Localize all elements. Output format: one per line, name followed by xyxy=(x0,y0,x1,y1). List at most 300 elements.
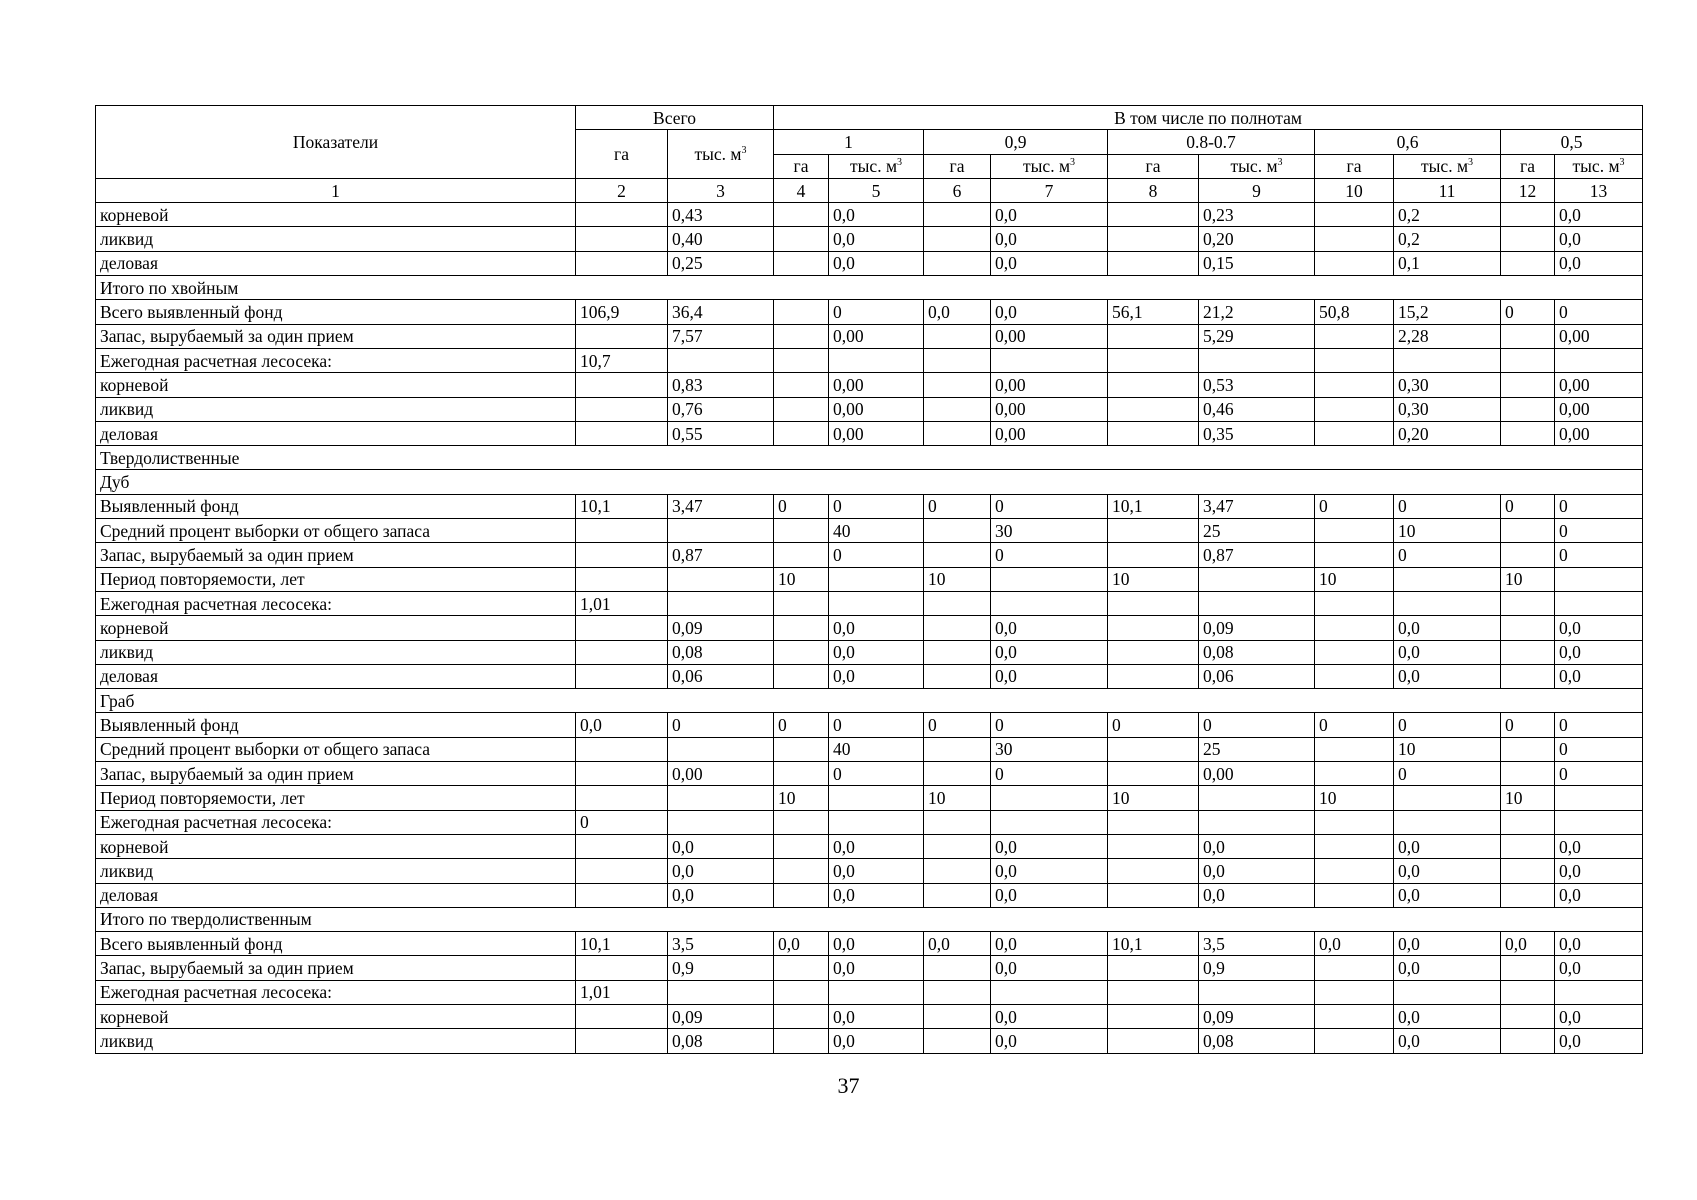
page-number: 37 xyxy=(837,1073,860,1098)
table-cell xyxy=(924,373,991,397)
table-cell: 0 xyxy=(668,713,774,737)
row-label: Всего выявленный фонд xyxy=(96,300,576,324)
table-cell: 0,00 xyxy=(991,373,1108,397)
table-cell xyxy=(576,786,668,810)
table-cell: 0 xyxy=(991,543,1108,567)
table-cell: 0,0 xyxy=(991,203,1108,227)
table-cell xyxy=(1501,834,1555,858)
table-row xyxy=(96,227,1643,251)
section-row xyxy=(96,276,1643,300)
table-cell xyxy=(668,591,774,615)
table-cell xyxy=(924,834,991,858)
table-cell: 0,0 xyxy=(1394,932,1501,956)
column-number: 7 xyxy=(991,178,1108,202)
table-cell: 0 xyxy=(1555,543,1643,567)
table-cell: 0,0 xyxy=(829,227,924,251)
table-cell xyxy=(576,251,668,275)
header-including: В том числе по полнотам xyxy=(774,106,1643,130)
table-cell xyxy=(991,348,1108,372)
section-label: Итого по хвойным xyxy=(96,276,1643,300)
unit-ha: га xyxy=(1108,154,1199,178)
table-cell xyxy=(1501,859,1555,883)
table-cell xyxy=(1501,373,1555,397)
table-row xyxy=(96,324,1643,348)
table-row xyxy=(96,203,1643,227)
table-cell xyxy=(1315,373,1394,397)
table-cell xyxy=(1501,664,1555,688)
unit-volume xyxy=(1394,154,1501,178)
table-cell xyxy=(1108,251,1199,275)
table-cell xyxy=(924,227,991,251)
table-cell: 0,9 xyxy=(1199,956,1315,980)
row-label: ликвид xyxy=(96,859,576,883)
row-label: Ежегодная расчетная лесосека: xyxy=(96,348,576,372)
table-cell xyxy=(1199,786,1315,810)
table-row xyxy=(96,373,1643,397)
table-cell xyxy=(1315,203,1394,227)
table-cell xyxy=(774,373,829,397)
table-cell: 0 xyxy=(829,300,924,324)
table-row xyxy=(96,737,1643,761)
table-cell xyxy=(1199,980,1315,1004)
table-cell: 0,20 xyxy=(1394,421,1501,445)
table-cell xyxy=(576,397,668,421)
table-cell xyxy=(774,737,829,761)
table-cell: 0,09 xyxy=(1199,616,1315,640)
table-cell: 0,0 xyxy=(991,883,1108,907)
table-cell xyxy=(1315,591,1394,615)
row-label: корневой xyxy=(96,203,576,227)
table-cell: 0,0 xyxy=(991,932,1108,956)
table-cell xyxy=(924,519,991,543)
table-cell xyxy=(576,859,668,883)
table-cell: 36,4 xyxy=(668,300,774,324)
table-cell xyxy=(924,397,991,421)
table-cell xyxy=(829,980,924,1004)
table-cell xyxy=(1315,348,1394,372)
table-cell: 0 xyxy=(924,713,991,737)
row-label: Запас, вырубаемый за один прием xyxy=(96,543,576,567)
table-cell xyxy=(774,664,829,688)
section-row xyxy=(96,470,1643,494)
table-cell: 0,09 xyxy=(1199,1004,1315,1028)
table-cell: 10,7 xyxy=(576,348,668,372)
table-cell: 0,06 xyxy=(1199,664,1315,688)
table-cell: 0 xyxy=(991,494,1108,518)
table-cell: 10,1 xyxy=(576,932,668,956)
table-cell xyxy=(576,640,668,664)
table-cell: 1,01 xyxy=(576,980,668,1004)
table-cell xyxy=(668,810,774,834)
table-cell: 0,0 xyxy=(1199,883,1315,907)
table-cell: 0,76 xyxy=(668,397,774,421)
table-cell: 0,0 xyxy=(991,616,1108,640)
table-cell: 0 xyxy=(774,494,829,518)
table-cell xyxy=(1394,810,1501,834)
column-number-row xyxy=(96,178,1643,202)
table-cell xyxy=(1108,519,1199,543)
table-row xyxy=(96,543,1643,567)
table-cell: 0,0 xyxy=(991,859,1108,883)
table-cell xyxy=(1199,567,1315,591)
table-row xyxy=(96,932,1643,956)
table-cell xyxy=(1555,591,1643,615)
table-cell xyxy=(924,640,991,664)
table-cell: 2,28 xyxy=(1394,324,1501,348)
table-cell xyxy=(576,762,668,786)
table-row xyxy=(96,786,1643,810)
table-cell: 10 xyxy=(1394,737,1501,761)
table-cell xyxy=(1555,348,1643,372)
table-cell: 0,0 xyxy=(1555,956,1643,980)
table-cell xyxy=(1199,591,1315,615)
row-label: Выявленный фонд xyxy=(96,713,576,737)
table-cell xyxy=(668,567,774,591)
unit-label: тыс. м xyxy=(1230,156,1278,177)
table-cell xyxy=(1108,421,1199,445)
table-cell xyxy=(1315,227,1394,251)
table-cell: 3,47 xyxy=(668,494,774,518)
table-cell xyxy=(1108,227,1199,251)
row-label: Запас, вырубаемый за один прием xyxy=(96,324,576,348)
table-cell: 15,2 xyxy=(1394,300,1501,324)
header-density-0-9: 0,9 xyxy=(924,130,1108,154)
table-cell: 10 xyxy=(1394,519,1501,543)
table-cell: 0,0 xyxy=(1555,859,1643,883)
table-cell: 0,00 xyxy=(1555,421,1643,445)
table-cell xyxy=(1315,421,1394,445)
table-cell xyxy=(774,519,829,543)
table-row xyxy=(96,494,1643,518)
table-cell: 0,0 xyxy=(1501,932,1555,956)
table-cell xyxy=(1501,543,1555,567)
table-cell: 0 xyxy=(1555,494,1643,518)
table-row xyxy=(96,397,1643,421)
table-cell: 10 xyxy=(1501,786,1555,810)
table-cell xyxy=(1108,348,1199,372)
unit-superscript: 3 xyxy=(1468,157,1474,169)
table-cell xyxy=(924,1004,991,1028)
table-cell xyxy=(924,591,991,615)
row-label: деловая xyxy=(96,421,576,445)
table-cell xyxy=(1501,591,1555,615)
table-cell xyxy=(829,810,924,834)
table-row xyxy=(96,1004,1643,1028)
column-number: 10 xyxy=(1315,178,1394,202)
table-cell: 0,0 xyxy=(1555,616,1643,640)
table-cell: 0,0 xyxy=(1315,932,1394,956)
row-label: Всего выявленный фонд xyxy=(96,932,576,956)
table-cell: 10 xyxy=(1108,786,1199,810)
table-cell: 21,2 xyxy=(1199,300,1315,324)
table-cell xyxy=(991,810,1108,834)
table-cell xyxy=(829,567,924,591)
table-row xyxy=(96,883,1643,907)
table-cell: 0,0 xyxy=(924,300,991,324)
table-cell xyxy=(924,980,991,1004)
row-label: деловая xyxy=(96,883,576,907)
table-row xyxy=(96,251,1643,275)
table-cell xyxy=(1315,616,1394,640)
table-cell xyxy=(924,883,991,907)
table-cell: 0,0 xyxy=(991,956,1108,980)
table-cell: 0,46 xyxy=(1199,397,1315,421)
table-cell: 0 xyxy=(991,713,1108,737)
table-cell: 0,0 xyxy=(829,859,924,883)
table-cell xyxy=(1108,810,1199,834)
table-cell: 0,00 xyxy=(1555,397,1643,421)
table-cell xyxy=(774,397,829,421)
table-cell xyxy=(1108,664,1199,688)
table-cell xyxy=(829,786,924,810)
table-cell xyxy=(576,227,668,251)
table-cell: 0 xyxy=(1501,713,1555,737)
table-cell: 0 xyxy=(1501,300,1555,324)
table-cell: 0,0 xyxy=(1394,956,1501,980)
table-cell: 0,00 xyxy=(668,762,774,786)
table-cell xyxy=(1501,883,1555,907)
row-label: Период повторяемости, лет xyxy=(96,786,576,810)
unit-superscript: 3 xyxy=(1277,157,1283,169)
section-label: Итого по твердолиственным xyxy=(96,907,1643,931)
unit-volume xyxy=(1199,154,1315,178)
table-row xyxy=(96,421,1643,445)
table-cell xyxy=(576,1004,668,1028)
row-label: Ежегодная расчетная лесосека: xyxy=(96,810,576,834)
table-cell xyxy=(1555,810,1643,834)
table-cell xyxy=(576,737,668,761)
table-cell xyxy=(774,251,829,275)
table-cell xyxy=(576,373,668,397)
table-cell: 7,57 xyxy=(668,324,774,348)
table-cell xyxy=(774,591,829,615)
table-cell: 0,08 xyxy=(1199,640,1315,664)
table-cell: 10 xyxy=(1108,567,1199,591)
table-cell xyxy=(576,567,668,591)
unit-ha: га xyxy=(1315,154,1394,178)
table-cell: 3,47 xyxy=(1199,494,1315,518)
unit-ha: га xyxy=(1501,154,1555,178)
table-cell: 0 xyxy=(1555,713,1643,737)
table-cell xyxy=(1394,567,1501,591)
table-cell xyxy=(1199,810,1315,834)
table-cell: 0,0 xyxy=(576,713,668,737)
table-row xyxy=(96,1029,1643,1053)
header-density-0-6: 0,6 xyxy=(1315,130,1501,154)
table-cell xyxy=(1108,859,1199,883)
table-cell: 0,0 xyxy=(829,251,924,275)
row-label: корневой xyxy=(96,616,576,640)
table-cell: 3,5 xyxy=(1199,932,1315,956)
table-cell xyxy=(576,834,668,858)
table-cell xyxy=(829,591,924,615)
table-cell: 50,8 xyxy=(1315,300,1394,324)
unit-label: тыс. м xyxy=(694,144,742,165)
table-cell: 0,0 xyxy=(1555,227,1643,251)
table-cell xyxy=(1501,956,1555,980)
table-cell: 0,0 xyxy=(924,932,991,956)
row-label: деловая xyxy=(96,664,576,688)
table-cell xyxy=(1108,203,1199,227)
table-cell: 0,00 xyxy=(991,397,1108,421)
table-cell: 10 xyxy=(1501,567,1555,591)
unit-ha: га xyxy=(924,154,991,178)
unit-label: тыс. м xyxy=(1023,156,1071,177)
table-row xyxy=(96,640,1643,664)
table-cell: 0,0 xyxy=(668,883,774,907)
table-cell xyxy=(1501,980,1555,1004)
table-cell: 0,00 xyxy=(991,421,1108,445)
table-cell xyxy=(668,786,774,810)
table-cell xyxy=(991,786,1108,810)
table-cell xyxy=(924,1029,991,1053)
table-cell: 0,0 xyxy=(1394,883,1501,907)
table-cell xyxy=(924,324,991,348)
table-cell: 3,5 xyxy=(668,932,774,956)
table-cell xyxy=(1108,980,1199,1004)
table-cell xyxy=(774,543,829,567)
table-cell: 0,00 xyxy=(829,324,924,348)
unit-volume xyxy=(1555,154,1643,178)
column-number: 5 xyxy=(829,178,924,202)
table-cell: 0,0 xyxy=(829,932,924,956)
table-cell xyxy=(1394,980,1501,1004)
table-row xyxy=(96,834,1643,858)
table-cell: 0,0 xyxy=(1555,203,1643,227)
table-cell: 0,0 xyxy=(829,834,924,858)
table-cell: 0,0 xyxy=(829,640,924,664)
table-cell: 10,1 xyxy=(1108,932,1199,956)
table-cell xyxy=(1394,348,1501,372)
section-row xyxy=(96,689,1643,713)
table-cell: 10 xyxy=(924,786,991,810)
table-cell: 0,00 xyxy=(1199,762,1315,786)
table-row xyxy=(96,348,1643,372)
header-total: Всего xyxy=(576,106,774,130)
table-cell: 0 xyxy=(774,713,829,737)
table-cell: 10 xyxy=(774,567,829,591)
table-cell: 0,0 xyxy=(991,834,1108,858)
table-cell: 0,40 xyxy=(668,227,774,251)
table-cell: 0,08 xyxy=(668,1029,774,1053)
table-cell xyxy=(1555,786,1643,810)
table-cell: 30 xyxy=(991,737,1108,761)
table-cell: 0,0 xyxy=(1555,834,1643,858)
table-cell: 0,55 xyxy=(668,421,774,445)
table-cell: 0,0 xyxy=(991,1004,1108,1028)
table-cell: 0 xyxy=(1555,519,1643,543)
table-cell: 0,0 xyxy=(829,1029,924,1053)
table-cell: 0 xyxy=(829,713,924,737)
table-cell: 0,0 xyxy=(774,932,829,956)
table-cell xyxy=(1108,397,1199,421)
section-label: Дуб xyxy=(96,470,1643,494)
table-cell xyxy=(774,640,829,664)
table-cell: 0,09 xyxy=(668,616,774,640)
table-cell: 10 xyxy=(924,567,991,591)
table-cell xyxy=(1315,397,1394,421)
table-cell: 0 xyxy=(1394,762,1501,786)
table-header xyxy=(96,106,1643,203)
table-row xyxy=(96,519,1643,543)
table-cell: 0 xyxy=(1394,543,1501,567)
column-number: 3 xyxy=(668,178,774,202)
table-cell: 0,87 xyxy=(668,543,774,567)
table-cell: 0,0 xyxy=(991,227,1108,251)
table-cell xyxy=(576,616,668,640)
table-cell xyxy=(1108,543,1199,567)
table-cell: 0,20 xyxy=(1199,227,1315,251)
unit-label: тыс. м xyxy=(850,156,898,177)
table-cell: 0 xyxy=(1555,762,1643,786)
table-cell: 0 xyxy=(1315,713,1394,737)
table-cell xyxy=(924,762,991,786)
table-cell: 0,0 xyxy=(829,883,924,907)
table-cell: 0,00 xyxy=(829,421,924,445)
table-cell: 0,2 xyxy=(1394,227,1501,251)
table-cell xyxy=(1315,251,1394,275)
table-cell: 0,0 xyxy=(1394,859,1501,883)
unit-label: тыс. м xyxy=(1572,156,1620,177)
table-cell xyxy=(774,834,829,858)
table-cell: 0,0 xyxy=(1555,883,1643,907)
table-cell xyxy=(576,543,668,567)
table-cell: 0,0 xyxy=(1555,932,1643,956)
table-body xyxy=(96,203,1643,1053)
table-cell xyxy=(1501,227,1555,251)
table-cell xyxy=(1315,859,1394,883)
table-cell xyxy=(991,591,1108,615)
table-cell xyxy=(1555,980,1643,1004)
unit-volume xyxy=(829,154,924,178)
table-row xyxy=(96,980,1643,1004)
table-cell: 0,25 xyxy=(668,251,774,275)
table-cell: 56,1 xyxy=(1108,300,1199,324)
table-cell xyxy=(1501,519,1555,543)
table-cell: 0 xyxy=(1315,494,1394,518)
table-cell: 0,00 xyxy=(829,373,924,397)
row-label: корневой xyxy=(96,373,576,397)
table-cell xyxy=(924,810,991,834)
table-cell xyxy=(1394,591,1501,615)
table-cell xyxy=(991,567,1108,591)
table-cell: 0,08 xyxy=(1199,1029,1315,1053)
table-cell: 0,0 xyxy=(1199,834,1315,858)
table-cell xyxy=(1501,737,1555,761)
table-cell xyxy=(774,810,829,834)
table-cell: 0,87 xyxy=(1199,543,1315,567)
table-cell xyxy=(924,421,991,445)
column-number: 8 xyxy=(1108,178,1199,202)
table-row xyxy=(96,300,1643,324)
table-cell xyxy=(576,664,668,688)
table-cell xyxy=(1315,324,1394,348)
table-cell: 0 xyxy=(1555,737,1643,761)
table-cell xyxy=(774,348,829,372)
table-cell: 0,35 xyxy=(1199,421,1315,445)
unit-ha: га xyxy=(774,154,829,178)
table-cell: 0,00 xyxy=(829,397,924,421)
table-cell: 0,0 xyxy=(1555,251,1643,275)
table-cell: 10 xyxy=(1315,567,1394,591)
table-cell xyxy=(774,300,829,324)
table-cell: 0,30 xyxy=(1394,373,1501,397)
table-cell xyxy=(576,883,668,907)
table-cell xyxy=(1501,251,1555,275)
table-cell: 0,00 xyxy=(1555,373,1643,397)
table-cell xyxy=(1315,956,1394,980)
table-cell: 0,43 xyxy=(668,203,774,227)
